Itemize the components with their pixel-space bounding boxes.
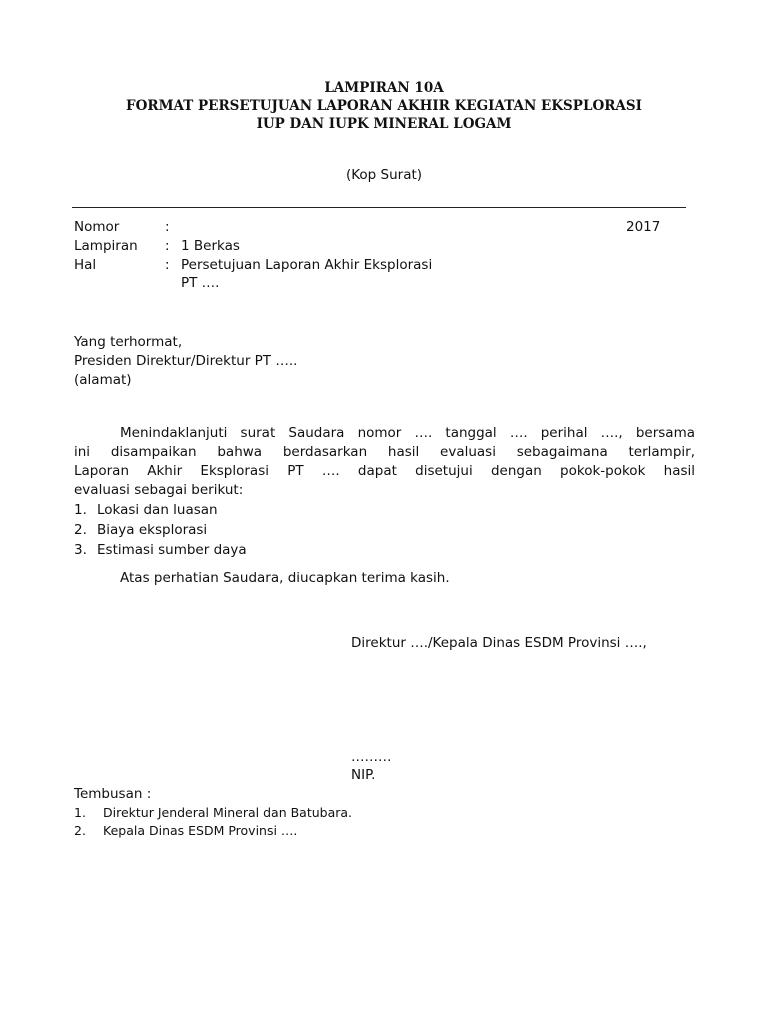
- tembusan-item-1-text: Direktur Jenderal Mineral dan Batubara.: [103, 805, 353, 820]
- body-line-2: [74, 443, 695, 462]
- body-line-3: [74, 462, 695, 481]
- list-item-2-number: 2.: [74, 522, 87, 538]
- body-line-2-text: ini disampaikan bahwa berdasarkan hasil evaluasi sebagaimana terlampir,: [74, 444, 695, 460]
- body-paragraph: [74, 424, 695, 500]
- hal-value: Persetujuan Laporan Akhir Eksplorasi: [181, 257, 433, 273]
- letterhead-divider: [72, 207, 686, 208]
- list-item-3-number: 3.: [74, 542, 87, 558]
- letterhead-placeholder: (Kop Surat): [345, 167, 423, 183]
- hal-colon: :: [165, 257, 170, 273]
- body-line-3-text: Laporan Akhir Eksplorasi PT …. dapat disetujui dengan pokok-pokok hasil: [74, 463, 695, 479]
- lampiran-value: 1 Berkas: [181, 238, 240, 254]
- hal-value-company: PT ….: [181, 275, 220, 291]
- recipient-name: Presiden Direktur/Direktur PT …..: [74, 353, 298, 369]
- format-subtitle: IUP DAN IUPK MINERAL LOGAM: [256, 116, 512, 132]
- list-item-1-number: 1.: [74, 502, 87, 518]
- hal-label: Hal: [74, 257, 97, 273]
- tembusan-item-2-number: 2.: [74, 823, 86, 838]
- attachment-title: LAMPIRAN 10A: [324, 80, 444, 96]
- salutation: Yang terhormat,: [74, 334, 183, 350]
- signatory-nip: NIP.: [351, 767, 376, 783]
- body-line-1-text: Menindaklanjuti surat Saudara nomor …. tanggal …. perihal …., bersama: [120, 425, 695, 441]
- signatory-title: Direktur …./Kepala Dinas ESDM Provinsi ….,: [351, 635, 647, 651]
- body-line-4: evaluasi sebagai berikut:: [74, 482, 244, 498]
- list-item-1-text: Lokasi dan luasan: [97, 502, 218, 518]
- tembusan-label: Tembusan :: [74, 786, 152, 802]
- list-item-3-text: Estimasi sumber daya: [97, 542, 247, 558]
- letter-year: 2017: [626, 219, 661, 235]
- body-line-1: [74, 424, 695, 443]
- lampiran-label: Lampiran: [74, 238, 138, 254]
- lampiran-colon: :: [165, 238, 170, 254]
- format-title: FORMAT PERSETUJUAN LAPORAN AKHIR KEGIATAN EKSPLORASI: [126, 98, 642, 114]
- recipient-address: (alamat): [74, 372, 132, 388]
- tembusan-item-1-number: 1.: [74, 805, 86, 820]
- signatory-name: ………: [351, 749, 392, 765]
- nomor-colon: :: [165, 219, 170, 235]
- closing-sentence: Atas perhatian Saudara, diucapkan terima kasih.: [120, 570, 450, 586]
- tembusan-item-2-text: Kepala Dinas ESDM Provinsi ….: [103, 823, 298, 838]
- list-item-2-text: Biaya eksplorasi: [97, 522, 208, 538]
- nomor-label: Nomor: [74, 219, 120, 235]
